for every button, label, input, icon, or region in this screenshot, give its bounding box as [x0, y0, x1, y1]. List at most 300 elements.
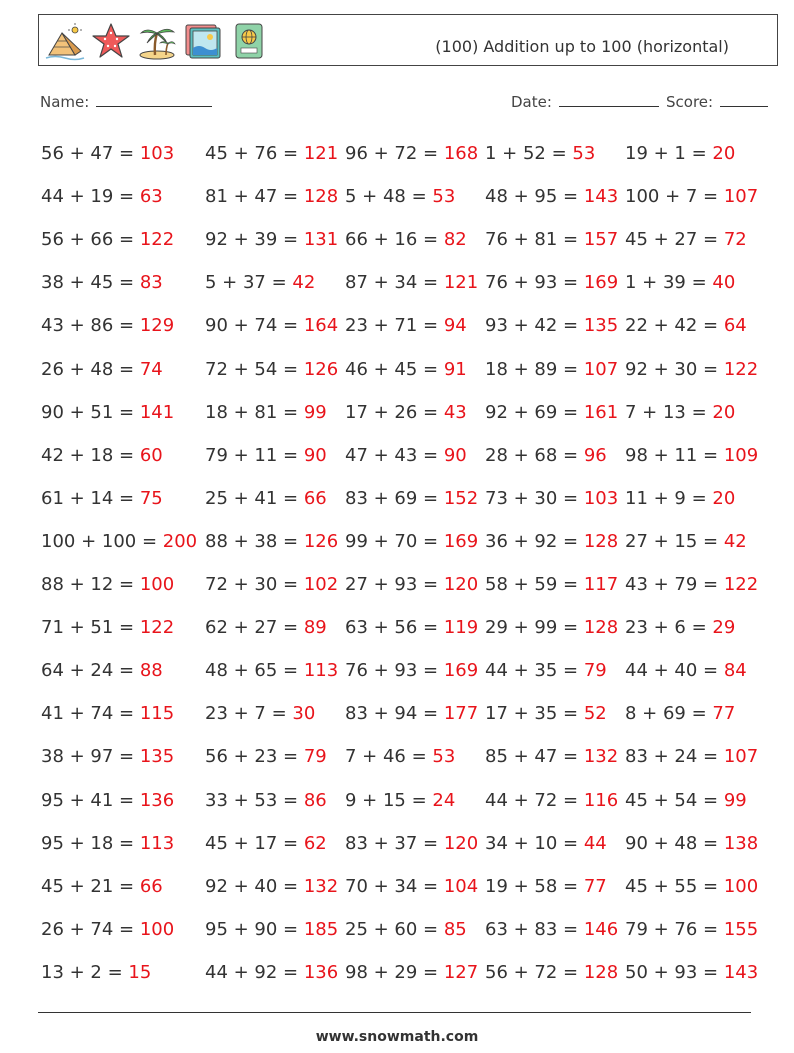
- addition-problem: [625, 919, 758, 940]
- problem-answer: 100: [723, 875, 759, 897]
- addition-problem: [41, 660, 163, 681]
- starfish-icon: [91, 21, 131, 61]
- problem-answer: 30: [292, 703, 316, 725]
- addition-problem: [345, 574, 478, 595]
- addition-problem: [41, 790, 174, 811]
- addition-problem: [205, 531, 338, 552]
- addition-problem: [41, 488, 163, 509]
- addition-problem: [345, 790, 455, 811]
- problem-expression: 9 + 15 =: [345, 789, 433, 811]
- problem-answer: 15: [128, 961, 152, 983]
- problem-expression: 100 + 7 =: [625, 186, 724, 208]
- addition-problem: [345, 488, 478, 509]
- problem-expression: 22 + 42 =: [625, 315, 724, 337]
- addition-problem: [625, 746, 758, 767]
- problem-expression: 46 + 45 =: [345, 358, 444, 380]
- problem-expression: 26 + 48 =: [41, 358, 140, 380]
- addition-problem: [41, 833, 174, 854]
- problem-expression: 63 + 56 =: [345, 617, 444, 639]
- addition-problem: [205, 876, 338, 897]
- problem-expression: 83 + 37 =: [345, 832, 444, 854]
- problem-expression: 100 + 100 =: [41, 530, 163, 552]
- problem-expression: 43 + 79 =: [625, 574, 724, 595]
- problem-answer: 72: [723, 229, 747, 251]
- problem-answer: 115: [139, 703, 175, 725]
- problem-expression: 98 + 29 =: [345, 961, 444, 983]
- problem-answer: 136: [139, 789, 175, 811]
- addition-problem: [41, 703, 174, 724]
- problem-expression: 45 + 17 =: [205, 832, 304, 854]
- problem-answer: 129: [139, 315, 175, 337]
- problem-expression: 45 + 21 =: [41, 875, 140, 897]
- problem-expression: 42 + 18 =: [41, 444, 140, 466]
- problem-answer: 104: [443, 875, 479, 897]
- problem-expression: 5 + 48 =: [345, 186, 433, 208]
- addition-problem: [485, 703, 607, 724]
- addition-problem: [345, 876, 478, 897]
- problem-expression: 38 + 97 =: [41, 746, 140, 768]
- problem-answer: 102: [303, 574, 339, 595]
- addition-problem: [205, 402, 327, 423]
- problem-expression: 92 + 69 =: [485, 401, 584, 423]
- addition-problem: [625, 445, 758, 466]
- addition-problem: [485, 660, 607, 681]
- problem-expression: 34 + 10 =: [485, 832, 584, 854]
- addition-problem: [625, 359, 758, 380]
- problem-expression: 92 + 39 =: [205, 229, 304, 251]
- addition-problem: [625, 833, 758, 854]
- problem-answer: 117: [583, 574, 619, 595]
- addition-problem: [485, 617, 618, 638]
- score-field: [666, 93, 768, 111]
- addition-problem: [345, 703, 478, 724]
- addition-problem: [345, 531, 478, 552]
- addition-problem: [205, 315, 338, 336]
- addition-problem: [345, 746, 455, 767]
- problem-expression: 92 + 40 =: [205, 875, 304, 897]
- addition-problem: [485, 229, 618, 250]
- problem-answer: 107: [723, 186, 759, 208]
- addition-problem: [205, 359, 338, 380]
- problem-expression: 50 + 93 =: [625, 961, 724, 983]
- problem-expression: 99 + 70 =: [345, 530, 444, 552]
- problem-answer: 53: [572, 143, 596, 164]
- addition-problem: [625, 488, 735, 509]
- addition-problem: [485, 531, 618, 552]
- footer-url: www.snowmath.com: [315, 1029, 479, 1045]
- problem-answer: 90: [303, 444, 327, 466]
- problem-expression: 7 + 46 =: [345, 746, 433, 768]
- problem-answer: 143: [723, 961, 759, 983]
- problem-answer: 53: [432, 186, 456, 208]
- addition-problem: [205, 617, 327, 638]
- addition-problem: [625, 617, 735, 638]
- problem-expression: 44 + 40 =: [625, 660, 724, 682]
- problem-answer: 60: [139, 444, 163, 466]
- problem-answer: 64: [723, 315, 747, 337]
- problem-expression: 17 + 26 =: [345, 401, 444, 423]
- problem-expression: 61 + 14 =: [41, 487, 140, 509]
- problem-answer: 128: [583, 961, 619, 983]
- addition-problem: [485, 790, 618, 811]
- addition-problem: [625, 186, 758, 207]
- problem-answer: 161: [583, 401, 619, 423]
- problem-expression: 90 + 51 =: [41, 401, 140, 423]
- addition-problem: [625, 229, 747, 250]
- problem-expression: 44 + 19 =: [41, 186, 140, 208]
- problem-expression: 73 + 30 =: [485, 487, 584, 509]
- addition-problem: [485, 919, 618, 940]
- problem-answer: 103: [583, 487, 619, 509]
- problem-answer: 99: [303, 401, 327, 423]
- addition-problem: [345, 445, 467, 466]
- addition-problem: [345, 143, 478, 164]
- problem-answer: 100: [139, 574, 175, 595]
- problem-expression: 56 + 72 =: [485, 961, 584, 983]
- addition-problem: [41, 143, 174, 164]
- problem-answer: 77: [712, 703, 736, 725]
- addition-problem: [485, 402, 618, 423]
- addition-problem: [625, 143, 735, 164]
- problem-answer: 164: [303, 315, 339, 337]
- problem-expression: 45 + 54 =: [625, 789, 724, 811]
- problem-expression: 56 + 66 =: [41, 229, 140, 251]
- problem-answer: 128: [303, 186, 339, 208]
- addition-problem: [485, 359, 618, 380]
- problem-expression: 25 + 60 =: [345, 918, 444, 940]
- problem-expression: 23 + 71 =: [345, 315, 444, 337]
- addition-problem: [205, 143, 338, 164]
- problem-expression: 76 + 93 =: [485, 272, 584, 294]
- problem-expression: 1 + 52 =: [485, 143, 573, 164]
- addition-problem: [345, 660, 478, 681]
- addition-problem: [485, 186, 618, 207]
- problem-answer: 96: [583, 444, 607, 466]
- problem-answer: 122: [723, 574, 759, 595]
- problem-answer: 122: [139, 617, 175, 639]
- addition-problem: [205, 919, 338, 940]
- problem-expression: 92 + 30 =: [625, 358, 724, 380]
- problem-answer: 40: [712, 272, 736, 294]
- footer-divider: [38, 1012, 751, 1013]
- problem-answer: 131: [303, 229, 339, 251]
- problem-expression: 27 + 15 =: [625, 530, 724, 552]
- problem-answer: 169: [443, 530, 479, 552]
- problem-answer: 177: [443, 703, 479, 725]
- addition-problem: [485, 445, 607, 466]
- problem-answer: 121: [443, 272, 479, 294]
- problem-answer: 120: [443, 574, 479, 595]
- addition-problem: [205, 962, 338, 983]
- addition-problem: [41, 531, 197, 552]
- problem-answer: 127: [443, 961, 479, 983]
- problem-expression: 56 + 23 =: [205, 746, 304, 768]
- problem-expression: 19 + 58 =: [485, 875, 584, 897]
- problem-answer: 146: [583, 918, 619, 940]
- problem-expression: 25 + 41 =: [205, 487, 304, 509]
- problem-answer: 89: [303, 617, 327, 639]
- problem-answer: 79: [303, 746, 327, 768]
- problem-answer: 20: [712, 143, 736, 164]
- problem-expression: 79 + 76 =: [625, 918, 724, 940]
- problem-answer: 128: [583, 530, 619, 552]
- problem-expression: 76 + 81 =: [485, 229, 584, 251]
- problem-answer: 85: [443, 918, 467, 940]
- problem-expression: 19 + 1 =: [625, 143, 713, 164]
- problem-expression: 44 + 92 =: [205, 961, 304, 983]
- pyramid-icon: [45, 21, 85, 61]
- problem-expression: 45 + 76 =: [205, 143, 304, 164]
- problem-answer: 136: [303, 961, 339, 983]
- problem-answer: 169: [443, 660, 479, 682]
- name-field: [40, 93, 212, 111]
- problem-answer: 43: [443, 401, 467, 423]
- problem-answer: 126: [303, 358, 339, 380]
- problem-answer: 62: [303, 832, 327, 854]
- addition-problem: [345, 919, 467, 940]
- problem-answer: 83: [139, 272, 163, 294]
- problem-answer: 138: [723, 832, 759, 854]
- problem-answer: 107: [723, 746, 759, 768]
- problem-answer: 63: [139, 186, 163, 208]
- addition-problem: [41, 919, 174, 940]
- problem-expression: 63 + 83 =: [485, 918, 584, 940]
- addition-problem: [625, 315, 747, 336]
- addition-problem: [205, 229, 338, 250]
- problem-expression: 23 + 7 =: [205, 703, 293, 725]
- problem-answer: 109: [723, 444, 759, 466]
- addition-problem: [205, 833, 327, 854]
- problem-expression: 58 + 59 =: [485, 574, 584, 595]
- problem-answer: 77: [583, 875, 607, 897]
- problem-expression: 93 + 42 =: [485, 315, 584, 337]
- problem-answer: 74: [139, 358, 163, 380]
- score-blank[interactable]: [720, 94, 768, 107]
- addition-problem: [625, 876, 758, 897]
- addition-problem: [345, 617, 478, 638]
- problem-expression: 62 + 27 =: [205, 617, 304, 639]
- problem-expression: 23 + 6 =: [625, 617, 713, 639]
- problem-expression: 43 + 86 =: [41, 315, 140, 337]
- problem-expression: 26 + 74 =: [41, 918, 140, 940]
- date-label: Date:: [511, 93, 552, 111]
- problem-answer: 157: [583, 229, 619, 251]
- problem-answer: 91: [443, 358, 467, 380]
- problem-expression: 95 + 90 =: [205, 918, 304, 940]
- addition-problem: [625, 962, 758, 983]
- problem-expression: 27 + 93 =: [345, 574, 444, 595]
- palm-island-icon: [137, 21, 177, 61]
- problem-answer: 66: [303, 487, 327, 509]
- addition-problem: [485, 488, 618, 509]
- passport-icon: [229, 21, 269, 61]
- addition-problem: [41, 402, 174, 423]
- problem-answer: 82: [443, 229, 467, 251]
- problem-expression: 96 + 72 =: [345, 143, 444, 164]
- problem-answer: 53: [432, 746, 456, 768]
- addition-problem: [41, 229, 174, 250]
- problem-answer: 121: [303, 143, 339, 164]
- problem-answer: 20: [712, 401, 736, 423]
- problem-answer: 29: [712, 617, 736, 639]
- problem-expression: 44 + 72 =: [485, 789, 584, 811]
- problem-answer: 152: [443, 487, 479, 509]
- addition-problem: [625, 703, 735, 724]
- date-field: [511, 93, 659, 111]
- addition-problem: [625, 660, 747, 681]
- problem-expression: 38 + 45 =: [41, 272, 140, 294]
- problem-expression: 76 + 93 =: [345, 660, 444, 682]
- problem-expression: 41 + 74 =: [41, 703, 140, 725]
- problem-expression: 29 + 99 =: [485, 617, 584, 639]
- problem-expression: 48 + 95 =: [485, 186, 584, 208]
- addition-problem: [205, 488, 327, 509]
- addition-problem: [345, 315, 467, 336]
- problem-expression: 90 + 74 =: [205, 315, 304, 337]
- problem-expression: 1 + 39 =: [625, 272, 713, 294]
- problem-answer: 113: [139, 832, 175, 854]
- problem-expression: 90 + 48 =: [625, 832, 724, 854]
- problem-answer: 113: [303, 660, 339, 682]
- problem-expression: 64 + 24 =: [41, 660, 140, 682]
- problem-answer: 168: [443, 143, 479, 164]
- problem-expression: 72 + 30 =: [205, 574, 304, 595]
- problem-answer: 44: [583, 832, 607, 854]
- addition-problem: [485, 833, 607, 854]
- name-label: Name:: [40, 93, 90, 111]
- problem-expression: 45 + 27 =: [625, 229, 724, 251]
- addition-problem: [41, 617, 174, 638]
- problem-answer: 169: [583, 272, 619, 294]
- problem-expression: 13 + 2 =: [41, 961, 129, 983]
- problem-answer: 86: [303, 789, 327, 811]
- addition-problem: [625, 574, 758, 595]
- addition-problem: [345, 402, 467, 423]
- problem-expression: 18 + 81 =: [205, 401, 304, 423]
- problem-answer: 20: [712, 487, 736, 509]
- problem-expression: 71 + 51 =: [41, 617, 140, 639]
- problem-answer: 42: [292, 272, 316, 294]
- problem-answer: 94: [443, 315, 467, 337]
- problem-answer: 119: [443, 617, 479, 639]
- addition-problem: [625, 790, 747, 811]
- addition-problem: [485, 876, 607, 897]
- problem-expression: 66 + 16 =: [345, 229, 444, 251]
- problem-answer: 103: [139, 143, 175, 164]
- problem-expression: 70 + 34 =: [345, 875, 444, 897]
- problem-answer: 126: [303, 530, 339, 552]
- problem-answer: 122: [139, 229, 175, 251]
- addition-problem: [485, 143, 595, 164]
- header-icons: [45, 21, 269, 61]
- problem-answer: 75: [139, 487, 163, 509]
- addition-problem: [41, 186, 163, 207]
- addition-problem: [345, 186, 455, 207]
- addition-problem: [345, 962, 478, 983]
- problem-expression: 85 + 47 =: [485, 746, 584, 768]
- problem-answer: 79: [583, 660, 607, 682]
- problem-expression: 83 + 24 =: [625, 746, 724, 768]
- addition-problem: [345, 272, 478, 293]
- problem-answer: 66: [139, 875, 163, 897]
- problem-expression: 18 + 89 =: [485, 358, 584, 380]
- problem-expression: 7 + 13 =: [625, 401, 713, 423]
- problem-answer: 128: [583, 617, 619, 639]
- problem-expression: 72 + 54 =: [205, 358, 304, 380]
- problem-answer: 42: [723, 530, 747, 552]
- problem-answer: 132: [583, 746, 619, 768]
- addition-problem: [205, 272, 315, 293]
- addition-problem: [345, 229, 467, 250]
- addition-problem: [41, 359, 163, 380]
- addition-problem: [205, 574, 338, 595]
- addition-problem: [205, 746, 327, 767]
- problem-expression: 88 + 38 =: [205, 530, 304, 552]
- problem-answer: 132: [303, 875, 339, 897]
- problem-expression: 88 + 12 =: [41, 574, 140, 595]
- problem-answer: 116: [583, 789, 619, 811]
- worksheet-header: [38, 14, 778, 66]
- problem-expression: 79 + 11 =: [205, 444, 304, 466]
- problem-answer: 185: [303, 918, 339, 940]
- problem-answer: 107: [583, 358, 619, 380]
- problem-answer: 120: [443, 832, 479, 854]
- addition-problem: [485, 962, 618, 983]
- problem-answer: 155: [723, 918, 759, 940]
- problem-expression: 95 + 41 =: [41, 789, 140, 811]
- problem-expression: 11 + 9 =: [625, 487, 713, 509]
- problem-answer: 141: [139, 401, 175, 423]
- date-blank[interactable]: [559, 94, 659, 107]
- problem-expression: 28 + 68 =: [485, 444, 584, 466]
- addition-problem: [205, 445, 327, 466]
- addition-problem: [485, 315, 618, 336]
- name-blank[interactable]: [96, 94, 212, 107]
- addition-problem: [41, 876, 163, 897]
- addition-problem: [625, 531, 747, 552]
- problem-expression: 8 + 69 =: [625, 703, 713, 725]
- addition-problem: [345, 833, 478, 854]
- problem-expression: 17 + 35 =: [485, 703, 584, 725]
- addition-problem: [485, 574, 618, 595]
- problem-answer: 99: [723, 789, 747, 811]
- problem-answer: 52: [583, 703, 607, 725]
- problem-expression: 33 + 53 =: [205, 789, 304, 811]
- problem-answer: 88: [139, 660, 163, 682]
- problem-expression: 83 + 69 =: [345, 487, 444, 509]
- score-label: Score:: [666, 93, 714, 111]
- problem-answer: 135: [583, 315, 619, 337]
- problem-answer: 135: [139, 746, 175, 768]
- addition-problem: [41, 315, 174, 336]
- addition-problem: [205, 660, 338, 681]
- problem-expression: 83 + 94 =: [345, 703, 444, 725]
- addition-problem: [41, 272, 163, 293]
- problem-answer: 143: [583, 186, 619, 208]
- problem-answer: 90: [443, 444, 467, 466]
- problem-expression: 95 + 18 =: [41, 832, 140, 854]
- problem-answer: 122: [723, 358, 759, 380]
- addition-problem: [41, 746, 174, 767]
- addition-problem: [625, 402, 735, 423]
- problem-expression: 48 + 65 =: [205, 660, 304, 682]
- photo-frame-icon: [183, 21, 223, 61]
- addition-problem: [485, 272, 618, 293]
- addition-problem: [345, 359, 467, 380]
- addition-problem: [41, 574, 174, 595]
- problem-expression: 45 + 55 =: [625, 875, 724, 897]
- problem-answer: 84: [723, 660, 747, 682]
